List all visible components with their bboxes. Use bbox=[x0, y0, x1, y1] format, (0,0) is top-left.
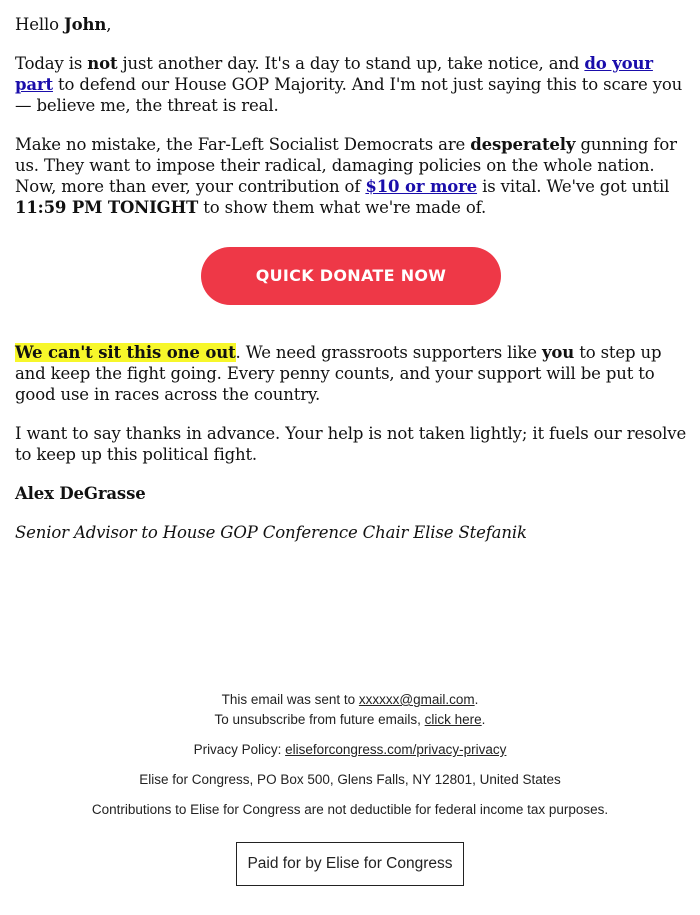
greeting-suffix: , bbox=[106, 15, 112, 34]
intro-text-1: Today is bbox=[15, 54, 88, 73]
recipient-name: John bbox=[64, 15, 107, 34]
footer-sent-unsubscribe bbox=[0, 690, 700, 730]
ten-dollar-link[interactable]: $10 or more bbox=[365, 177, 478, 196]
paragraph-grassroots bbox=[15, 342, 687, 405]
deadline-bold: 11:59 PM TONIGHT bbox=[15, 198, 199, 217]
threat-text-4: to show them what we're made of. bbox=[198, 198, 487, 217]
cta-container bbox=[15, 247, 687, 305]
footer-privacy bbox=[0, 740, 700, 760]
threat-bold-desperately: desperately bbox=[470, 135, 576, 154]
do-your-part-link[interactable]: do your part bbox=[15, 54, 653, 94]
highlighted-callout: We can't sit this one out bbox=[15, 343, 236, 362]
privacy-policy-link[interactable]: eliseforcongress.com/privacy-privacy bbox=[285, 742, 507, 757]
greeting-prefix: Hello bbox=[15, 15, 64, 34]
intro-text-3: to defend our House GOP Majority. And I'm not just saying this to scare you— believe me, the threat is real. bbox=[15, 75, 683, 115]
sent-suffix: . bbox=[474, 692, 479, 707]
email-footer bbox=[0, 690, 700, 886]
paragraph-threat bbox=[15, 134, 687, 218]
grassroots-text-2: to step up and keep the fight going. Every penny counts, and your support will be put to good use in races across the country. bbox=[15, 343, 662, 404]
footer-tax-note: Contributions to Elise for Congress are not deductible for federal income tax purposes. bbox=[91, 802, 609, 817]
threat-text-2: gunning for us. They want to impose their radical, damaging policies on the whole nation. Now, more than ever, your contribution of bbox=[15, 135, 677, 196]
unsubscribe-link[interactable]: click here bbox=[424, 712, 482, 727]
recipient-email-link[interactable]: xxxxxx@gmail.com bbox=[358, 692, 475, 707]
unsubscribe-label: To unsubscribe from future emails, bbox=[214, 712, 425, 727]
paragraph-intro bbox=[15, 53, 687, 116]
threat-text-3: is vital. We've got until bbox=[477, 177, 670, 196]
grassroots-text-1: . We need grassroots supporters like bbox=[235, 343, 542, 362]
privacy-label: Privacy Policy: bbox=[193, 742, 286, 757]
sent-to-label: This email was sent to bbox=[221, 692, 359, 707]
signature-title: Senior Advisor to House GOP Conference Chair Elise Stefanik bbox=[15, 523, 527, 542]
unsubscribe-suffix: . bbox=[481, 712, 486, 727]
intro-bold-not: not bbox=[87, 54, 118, 73]
footer-address: Elise for Congress, PO Box 500, Glens Falls, NY 12801, United States bbox=[139, 772, 561, 787]
email-body bbox=[15, 14, 687, 561]
quick-donate-button[interactable]: QUICK DONATE NOW bbox=[201, 247, 501, 305]
paragraph-thanks: I want to say thanks in advance. Your help is not taken lightly; it fuels our resolve to keep up this political fight. bbox=[15, 424, 687, 464]
threat-text-1: Make no mistake, the Far-Left Socialist Democrats are bbox=[15, 135, 471, 154]
signature-name: Alex DeGrasse bbox=[15, 484, 146, 503]
grassroots-bold-you: you bbox=[542, 343, 575, 362]
paid-for-disclaimer: Paid for by Elise for Congress bbox=[236, 842, 463, 886]
greeting bbox=[15, 14, 687, 35]
intro-text-2: just another day. It's a day to stand up, take notice, and bbox=[117, 54, 585, 73]
